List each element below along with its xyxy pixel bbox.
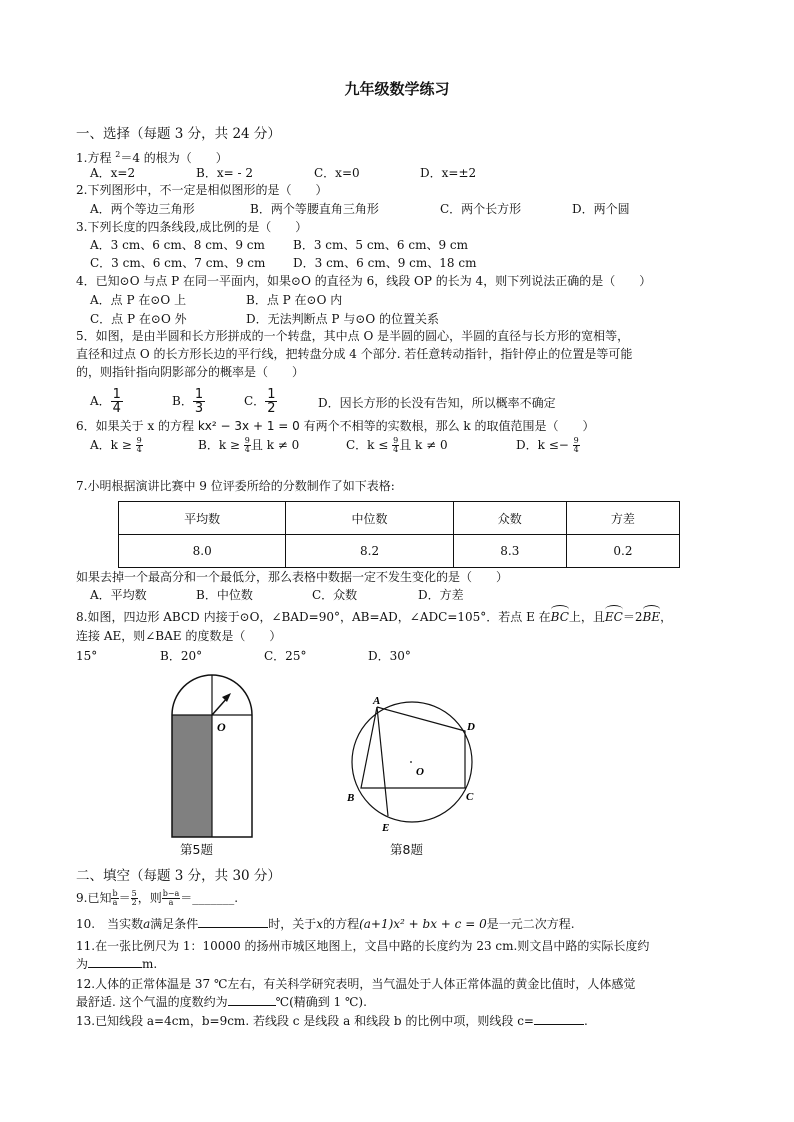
q1-option-b: B．x= - 2 (196, 166, 253, 180)
q2-option-d: D．两个圆 (572, 202, 630, 216)
q11-line2: 为 m. (76, 957, 158, 971)
q4-option-a: A．点 P 在⊙O 上 (90, 293, 187, 307)
q4-stem: 4．已知⊙O 与点 P 在同一平面内，如果⊙O 的直径为 6，线段 OP 的长为 4，则下列说法正确的是（ ） (76, 274, 652, 288)
q5-stem-line2: 直径和过点 O 的长方形长边的平行线，把转盘分成 4 个部分. 若任意转动指针，指针停止的位置是等可能 (76, 347, 633, 361)
label-b: B (347, 792, 355, 804)
figure-8-caption: 第8题 (390, 842, 423, 857)
q2-option-a: A．两个等边三角形 (90, 202, 195, 216)
table-cell: 0.2 (566, 535, 679, 568)
q12-line1: 12.人体的正常体温是 37 ℃左右，有关科学研究表明，当气温处于人体正常体温的黄金比值时，人体感觉 (76, 977, 636, 991)
arc-be: BE (642, 610, 661, 624)
table-header-cell: 平均数 (119, 502, 286, 535)
q8-option-c: C．25° (264, 649, 307, 663)
q5-option-d: D．因长方形的长没有告知，所以概率不确定 (318, 396, 556, 410)
q12-line2: 最舒适. 这个气温的度数约为 ℃(精确到 1 ℃). (76, 995, 367, 1009)
q8-option-d: D．30° (368, 649, 411, 663)
q3-stem: 3.下列长度的四条线段,成比例的是（ ） (76, 220, 308, 234)
section-fill-heading: 二、填空（每题 3 分，共 30 分） (76, 868, 281, 884)
q3-option-a: A．3 cm、6 cm、8 cm、9 cm (90, 238, 265, 252)
circle-o (352, 702, 472, 822)
q6-option-a: A．k ≥ $\frac{9}{4}$ (90, 436, 142, 454)
q10-stem: 10. 当实数a满足条件 时，关于x的方程(a+1)x² + bx + c = 0是一元二次方程. (76, 917, 575, 931)
label-a: A (373, 695, 381, 707)
q10-blank[interactable] (198, 927, 268, 928)
q3-option-d: D．3 cm、6 cm、9 cm、18 cm (293, 256, 477, 270)
q5-option-a: A． $\frac{1}{4}$ (90, 387, 121, 416)
figure-5-spinner (160, 668, 270, 844)
q5-option-c: C． $\frac{1}{2}$ (244, 387, 276, 416)
q7-option-d: D．方差 (418, 588, 464, 602)
segment-ae (377, 707, 388, 816)
center-label-o: O (217, 720, 226, 734)
table-cell: 8.3 (453, 535, 566, 568)
table-row (119, 535, 680, 568)
table-cell: 8.2 (286, 535, 453, 568)
q11-line1: 11.在一张比例尺为 1：10000 的扬州市城区地图上，文昌中路的长度约为 23 cm.则文昌中路的实际长度约 (76, 939, 650, 953)
label-e: E (382, 822, 390, 834)
q5-fraction-a: $\frac{1}{4}$ (112, 387, 121, 416)
center-dot (410, 761, 412, 763)
q8-option-a: 15° (76, 649, 98, 663)
q6-option-c: C．k ≤ $\frac{9}{4}$ 且 k ≠ 0 (346, 436, 448, 454)
q7-option-b: B．中位数 (196, 588, 253, 602)
q6-option-b: B．k ≥ $\frac{9}{4}$ 且 k ≠ 0 (198, 436, 300, 454)
arc-bc: BC (550, 610, 569, 624)
q7-stats-table (118, 501, 680, 568)
label-c: C (466, 791, 474, 803)
q4-option-d: D．无法判断点 P 与⊙O 的位置关系 (246, 312, 440, 326)
q8-option-b: B．20° (160, 649, 203, 663)
q2-option-b: B．两个等腰直角三角形 (250, 202, 379, 216)
q13-blank[interactable] (534, 1024, 584, 1025)
q5-fraction-c: $\frac{1}{2}$ (267, 387, 276, 416)
q11-blank[interactable] (88, 967, 142, 968)
shaded-region (172, 715, 212, 837)
q1-option-c: C．x=0 (314, 166, 360, 180)
section-choice-heading: 一、选择（每题 3 分，共 24 分） (76, 126, 281, 142)
q1-option-a: A．x=2 (90, 166, 136, 180)
q6-stem: 6．如果关于 x 的方程 kx² − 3x + 1 = 0 有两个不相等的实数根，那么 k 的取值范围是（ ） (76, 419, 595, 433)
quadrilateral-abcd (361, 707, 465, 788)
q2-option-c: C．两个长方形 (440, 202, 522, 216)
q5-fraction-b: $\frac{1}{3}$ (194, 387, 204, 416)
q5-stem-line3: 的，则指针指向阴影部分的概率是（ ） (76, 365, 305, 379)
q12-blank[interactable] (228, 1005, 276, 1006)
q1-stem: 1.方程 $^2$＝4 的根为（ ） (76, 150, 228, 165)
figure-8-circle (340, 690, 490, 840)
q7-stem: 7.小明根据演讲比赛中 9 位评委所给的分数制作了如下表格: (76, 479, 395, 493)
table-cell: 8.0 (119, 535, 286, 568)
q5-stem-line1: 5．如图，是由半圆和长方形拼成的一个转盘，其中点 O 是半圆的圆心，半圆的直径与长方形的宽相等， (76, 329, 630, 343)
table-header-row (119, 502, 680, 535)
q2-stem: 2.下列图形中，不一定是相似图形的是（ ） (76, 183, 328, 197)
q13-stem: 13.已知线段 a=4cm，b=9cm. 若线段 c 是线段 a 和线段 b 的比例中项，则线段 c= . (76, 1014, 588, 1028)
arc-ec: EC (604, 610, 623, 624)
label-o: O (416, 766, 424, 778)
q7-option-c: C．众数 (312, 588, 358, 602)
q3-option-c: C．3 cm、6 cm、7 cm、9 cm (90, 256, 266, 270)
q3-option-b: B．3 cm、5 cm、6 cm、9 cm (293, 238, 469, 252)
figure-5-caption: 第5题 (180, 842, 213, 857)
table-header-cell: 方差 (566, 502, 679, 535)
page-title: 九年级数学练习 (344, 80, 450, 98)
q5-option-b: B． $\frac{1}{3}$ (172, 387, 204, 416)
q6-option-d: D．k ≤− $\frac{9}{4}$ (516, 436, 579, 454)
q8-stem-line2: 连接 AE，则∠BAE 的度数是（ ） (76, 629, 282, 643)
label-d: D (467, 721, 475, 733)
q8-stem-line1: 8.如图，四边形 ABCD 内接于⊙O，∠BAD=90°，AB=AD，∠ADC=105°．若点 E 在BC上，且EC＝2BE， (76, 610, 673, 624)
q4-option-c: C．点 P 在⊙O 外 (90, 312, 187, 326)
q1-option-d: D．x=±2 (420, 166, 477, 180)
table-header-cell: 众数 (453, 502, 566, 535)
q7-question: 如果去掉一个最高分和一个最低分，那么表格中数据一定不发生变化的是（ ） (76, 570, 509, 584)
q9-stem: 9.已知 $\frac{b}{a}$ ＝ $\frac{5}{2}$ ，则 $\frac{b-a}{a}$ ＝_______. (76, 889, 239, 907)
q4-option-b: B．点 P 在⊙O 内 (246, 293, 343, 307)
pointer-arrowhead (222, 693, 231, 702)
table-header-cell: 中位数 (286, 502, 453, 535)
q7-option-a: A．平均数 (90, 588, 147, 602)
